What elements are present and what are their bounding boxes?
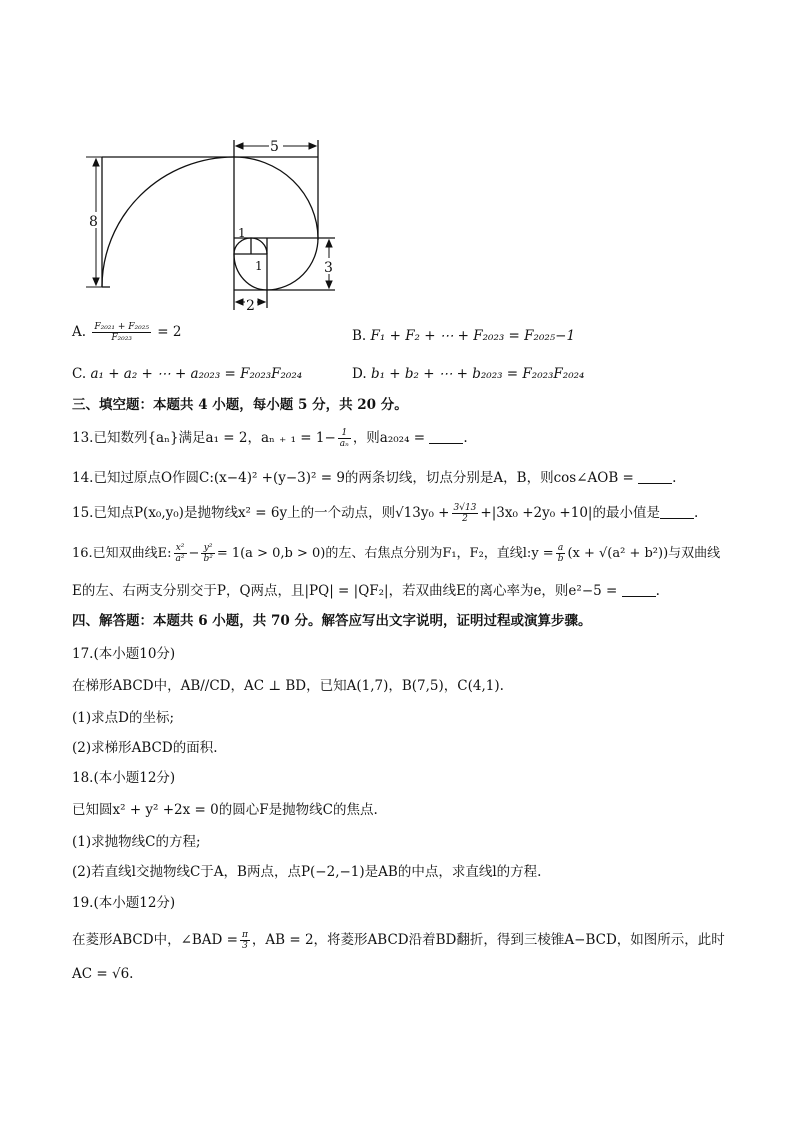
q18-stem: 已知圆x² + y² +2x = 0的圆心F是抛物线C的焦点. — [72, 802, 378, 818]
q19-stem-suffix: ，AB = 2，将菱形ABCD沿着BD翻折，得到三棱锥A−BCD，如图所示，此时 — [251, 932, 725, 948]
q16-frac-1-num: x² — [174, 543, 187, 554]
q17-stem: 在梯形ABCD中，AB//CD，AC ⊥ BD，已知A(1,7)，B(7,5)，C(4,1). — [72, 678, 504, 694]
q14-text: 14.已知过原点O作圆C:(x−4)² +(y−3)² = 9的两条切线，切点分别是A，B，则cos∠AOB = — [72, 470, 634, 486]
q16-frac-1-den: a² — [175, 554, 185, 564]
q18-part-1: (1)求抛物线C的方程; — [72, 834, 201, 850]
question-14 — [72, 468, 676, 488]
q16-frac-2 — [201, 543, 214, 564]
option-b-label: B. — [352, 328, 367, 344]
section-3-heading: 三、填空题：本题共 4 小题，每小题 5 分，共 20 分。 — [72, 397, 408, 413]
section-4-heading: 四、解答题：本题共 6 小题，共 70 分。解答应写出文字说明，证明过程或演算步骤。 — [72, 613, 592, 629]
q19-stem-prefix: 在菱形ABCD中，∠BAD = — [72, 932, 238, 948]
q16-line-2-text: E的左、右两支分别交于P，Q两点，且|PQ| = |QF₂|，若双曲线E的离心率为e，则e²−5 = — [72, 583, 618, 599]
q15-suffix: +|3x₀ +2y₀ +10|的最小值是 — [480, 505, 660, 521]
q13-frac-den: aₙ — [339, 439, 349, 449]
option-b-text: F₁ + F₂ + ⋯ + F₂₀₂₃ = F₂₀₂₅−1 — [370, 328, 576, 344]
option-c-label: C. — [72, 366, 87, 382]
option-d-text: b₁ + b₂ + ⋯ + b₂₀₂₃ = F₂₀₂₃F₂₀₂₄ — [370, 366, 585, 382]
q15-prefix: 15.已知点P(x₀,y₀)是抛物线x² = 6y上的一个动点，则√13y₀ + — [72, 505, 450, 521]
q16-mid: = 1(a > 0,b > 0)的左、右焦点分别为F₁，F₂，直线l:y = — [216, 546, 554, 561]
q17-header: 17.(本小题10分) — [72, 646, 176, 662]
q16-frac-3-den: b — [557, 554, 564, 564]
q13-frac-num: 1 — [338, 428, 351, 439]
label-1b: 1 — [255, 259, 263, 273]
q19-frac-den: 3 — [242, 941, 248, 951]
question-15 — [72, 503, 698, 524]
q15-frac-den: 2 — [462, 514, 468, 524]
option-a — [72, 322, 181, 343]
question-16-line-1: 16.已知双曲线E: $\frac{\text{x²}}{\text{a²}}$ − $\frac{\text{y²}}{\text{b²}}$ = 1(a > 0,b > 0)的左、右焦点分别为F₁，F₂，直线l:y = $\frac{a}{b}$ (x + √(a² + b²))与双曲线 — [72, 543, 721, 564]
q16-frac-1 — [174, 543, 187, 564]
q17-part-1: (1)求点D的坐标; — [72, 710, 174, 726]
q13-end: . — [463, 430, 468, 446]
option-a-label: A. — [72, 324, 87, 340]
q19-fraction — [240, 930, 250, 951]
spiral-arc-1a — [234, 238, 251, 254]
option-a-tail: = 2 — [157, 324, 182, 340]
label-3: 3 — [324, 260, 333, 276]
q15-frac-num: 3√13 — [453, 503, 477, 513]
option-a-numerator: F₂₀₂₁ + F₂₀₂₅ — [94, 322, 149, 332]
q16-frac-3 — [556, 543, 566, 564]
q19-stem — [72, 930, 725, 951]
q14-end: . — [672, 470, 677, 486]
label-5: 5 — [270, 139, 279, 155]
option-b — [352, 326, 575, 346]
spiral-arc-5 — [234, 157, 318, 238]
option-a-denominator: F₂₀₂₃ — [111, 333, 132, 343]
q15-answer-blank[interactable] — [660, 504, 694, 519]
option-d-label: D. — [352, 366, 367, 382]
q19-stem-line-2: AC = √6. — [72, 966, 134, 982]
q13-prefix: 13.已知数列{aₙ}满足a₁ = 2，aₙ ₊ ₁ = 1− — [72, 430, 336, 446]
question-13 — [72, 428, 468, 449]
q14-answer-blank[interactable] — [638, 469, 672, 484]
q13-answer-blank[interactable] — [429, 429, 463, 444]
q16-frac-3-num: a — [556, 543, 566, 554]
q17-part-2: (2)求梯形ABCD的面积. — [72, 740, 218, 756]
label-8: 8 — [89, 214, 98, 230]
q16-suffix: (x + √(a² + b²))与双曲线 — [567, 546, 721, 561]
spiral-arc-1b — [251, 238, 267, 254]
option-c-text: a₁ + a₂ + ⋯ + a₂₀₂₃ = F₂₀₂₃F₂₀₂₄ — [90, 366, 303, 382]
q19-header: 19.(本小题12分) — [72, 895, 176, 911]
spiral-figure — [80, 130, 360, 315]
option-a-fraction — [92, 322, 151, 343]
q16-frac-2-num: y² — [201, 543, 214, 554]
q18-header: 18.(本小题12分) — [72, 770, 176, 786]
option-c — [72, 364, 302, 384]
q15-fraction — [452, 503, 479, 524]
label-2: 2 — [246, 298, 255, 314]
q16-answer-blank[interactable] — [622, 582, 656, 597]
label-1a: 1 — [238, 226, 246, 240]
spiral-arc-3 — [267, 238, 318, 290]
q16-frac-2-den: b² — [203, 554, 213, 564]
q16-prefix: 16.已知双曲线E: — [72, 546, 172, 561]
q13-suffix: ，则a₂₀₂₄ = — [352, 430, 426, 446]
q15-end: . — [693, 505, 699, 521]
q16-end: . — [655, 583, 660, 599]
q19-frac-num: π — [241, 930, 248, 940]
option-d — [352, 364, 584, 384]
q18-part-2: (2)若直线l交抛物线C于A，B两点，点P(−2,−1)是AB的中点，求直线l的方程. — [72, 864, 542, 880]
question-16-line-2 — [72, 581, 660, 601]
q13-fraction — [338, 428, 351, 449]
spiral-arc-8 — [102, 157, 234, 287]
